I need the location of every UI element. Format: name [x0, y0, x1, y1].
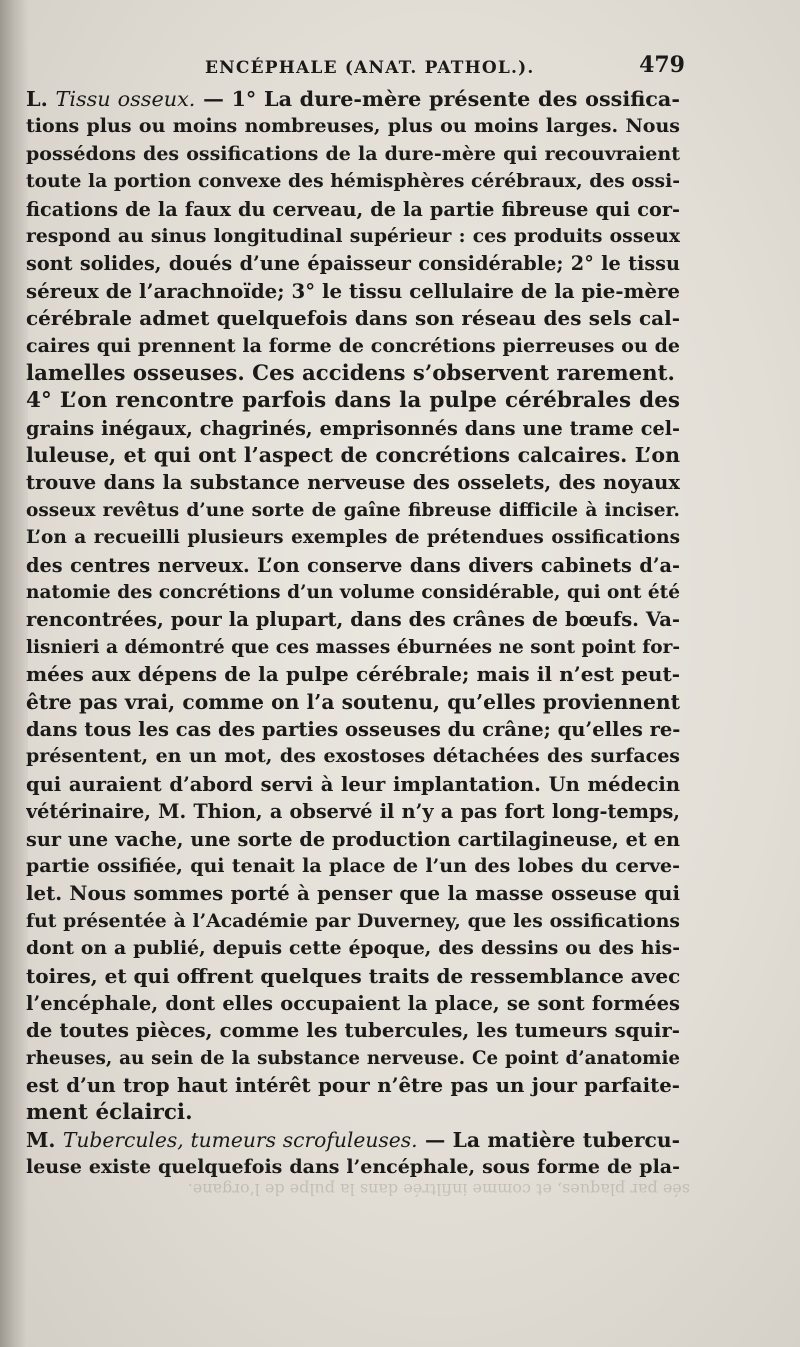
- show-through-text: sée par plaques, et comme infiltrée dans la pulpe de l’organe.: [187, 1180, 690, 1199]
- text-line: dont on a publié, depuis cette époque, des dessins ou des his-: [26, 937, 680, 960]
- text-line: des centres nerveux. L’on conserve dans divers cabinets d’a-: [26, 553, 680, 577]
- text-line: présentent, en un mot, des exostoses détachées des surfaces: [26, 745, 680, 768]
- text-line: let. Nous sommes porté à penser que la masse osseuse qui: [26, 881, 680, 906]
- text-line: L. Tissu osseux. — 1° La dure-mère présente des ossifica-: [26, 87, 680, 111]
- page-gutter-shadow: [0, 0, 28, 1347]
- text-line: mées aux dépens de la pulpe cérébrale; mais il n’est peut-: [26, 662, 680, 687]
- text-line: luleuse, et qui ont l’aspect de concrétions calcaires. L’on: [26, 443, 680, 468]
- text-line: rencontrées, pour la plupart, dans des crânes de bœufs. Va-: [26, 608, 680, 632]
- text-line: caires qui prennent la forme de concrétions pierreuses ou de: [26, 334, 680, 357]
- text-line: natomie des concrétions d’un volume considérable, qui ont été: [26, 582, 680, 604]
- text-line: est d’un trop haut intérêt pour n’être pas un jour parfaite-: [26, 1073, 680, 1098]
- text-line: M. Tubercules, tumeurs scrofuleuses. — La matière tubercu-: [26, 1127, 680, 1152]
- text-line: respond au sinus longitudinal supérieur : ces produits osseux: [26, 224, 680, 247]
- text-line: l’encéphale, dont elles occupaient la place, se sont formées: [26, 991, 680, 1015]
- text-line: partie ossifiée, qui tenait la place de l’un des lobes du cerve-: [26, 854, 680, 877]
- text-line: trouve dans la substance nerveuse des osselets, des noyaux: [26, 471, 680, 495]
- text-line: de toutes pièces, comme les tubercules, les tumeurs squir-: [26, 1018, 680, 1043]
- text-line: possédons des ossifications de la dure-mère qui recouvraient: [26, 142, 680, 165]
- page-number: 479: [639, 52, 685, 78]
- text-line: dans tous les cas des parties osseuses du crâne; qu’elles re-: [26, 717, 680, 741]
- section-heading-italic: Tubercules, tumeurs scrofuleuses.: [62, 1127, 418, 1152]
- text-line: cérébrale admet quelquefois dans son réseau des sels cal-: [26, 306, 680, 331]
- text-line: toute la portion convexe des hémisphères cérébraux, des ossi-: [26, 170, 680, 193]
- text-line: être pas vrai, comme on l’a soutenu, qu’elles proviennent: [26, 689, 680, 714]
- running-head: [205, 52, 685, 82]
- text-line: rheuses, au sein de la substance nerveuse. Ce point d’anatomie: [26, 1047, 680, 1069]
- text-line: lisnieri a démontré que ces masses éburnées ne sont point for-: [26, 636, 680, 658]
- text-line: 4° L’on rencontre parfois dans la pulpe cérébrales des: [26, 388, 680, 414]
- text-line: grains inégaux, chagrinés, emprisonnés dans une trame cel-: [26, 416, 680, 440]
- section-heading-italic: Tissu osseux.: [55, 87, 196, 111]
- text-line: L’on a recueilli plusieurs exemples de prétendues ossifications: [26, 527, 680, 549]
- text-line: sont solides, doués d’une épaisseur considérable; 2° le tissu: [26, 252, 680, 276]
- text-line: toires, et qui offrent quelques traits de ressemblance avec: [26, 963, 680, 988]
- text-line: vétérinaire, M. Thion, a observé il n’y a pas fort long-temps,: [26, 800, 680, 824]
- text-line: leuse existe quelquefois dans l’encéphale, sous forme de pla-: [26, 1156, 680, 1179]
- text-line: fications de la faux du cerveau, de la partie fibreuse qui cor-: [26, 197, 680, 221]
- body-text: [26, 86, 680, 1182]
- text-line: sur une vache, une sorte de production cartilagineuse, et en: [26, 827, 680, 851]
- running-head-title: ENCÉPHALE (ANAT. PATHOL.).: [205, 58, 535, 78]
- text-line: osseux revêtus d’une sorte de gaîne fibreuse difficile à inciser.: [26, 499, 680, 521]
- text-line: lamelles osseuses. Ces accidens s’observent rarement.: [26, 360, 675, 386]
- text-line: tions plus ou moins nombreuses, plus ou moins larges. Nous: [26, 115, 680, 138]
- text-line: qui auraient d’abord servi à leur implantation. Un médecin: [26, 772, 680, 796]
- text-line: ment éclairci.: [26, 1100, 193, 1126]
- text-line: séreux de l’arachnoïde; 3° le tissu cellulaire de la pie-mère: [26, 278, 680, 303]
- text-line: fut présentée à l’Académie par Duverney, que les ossifications: [26, 909, 680, 932]
